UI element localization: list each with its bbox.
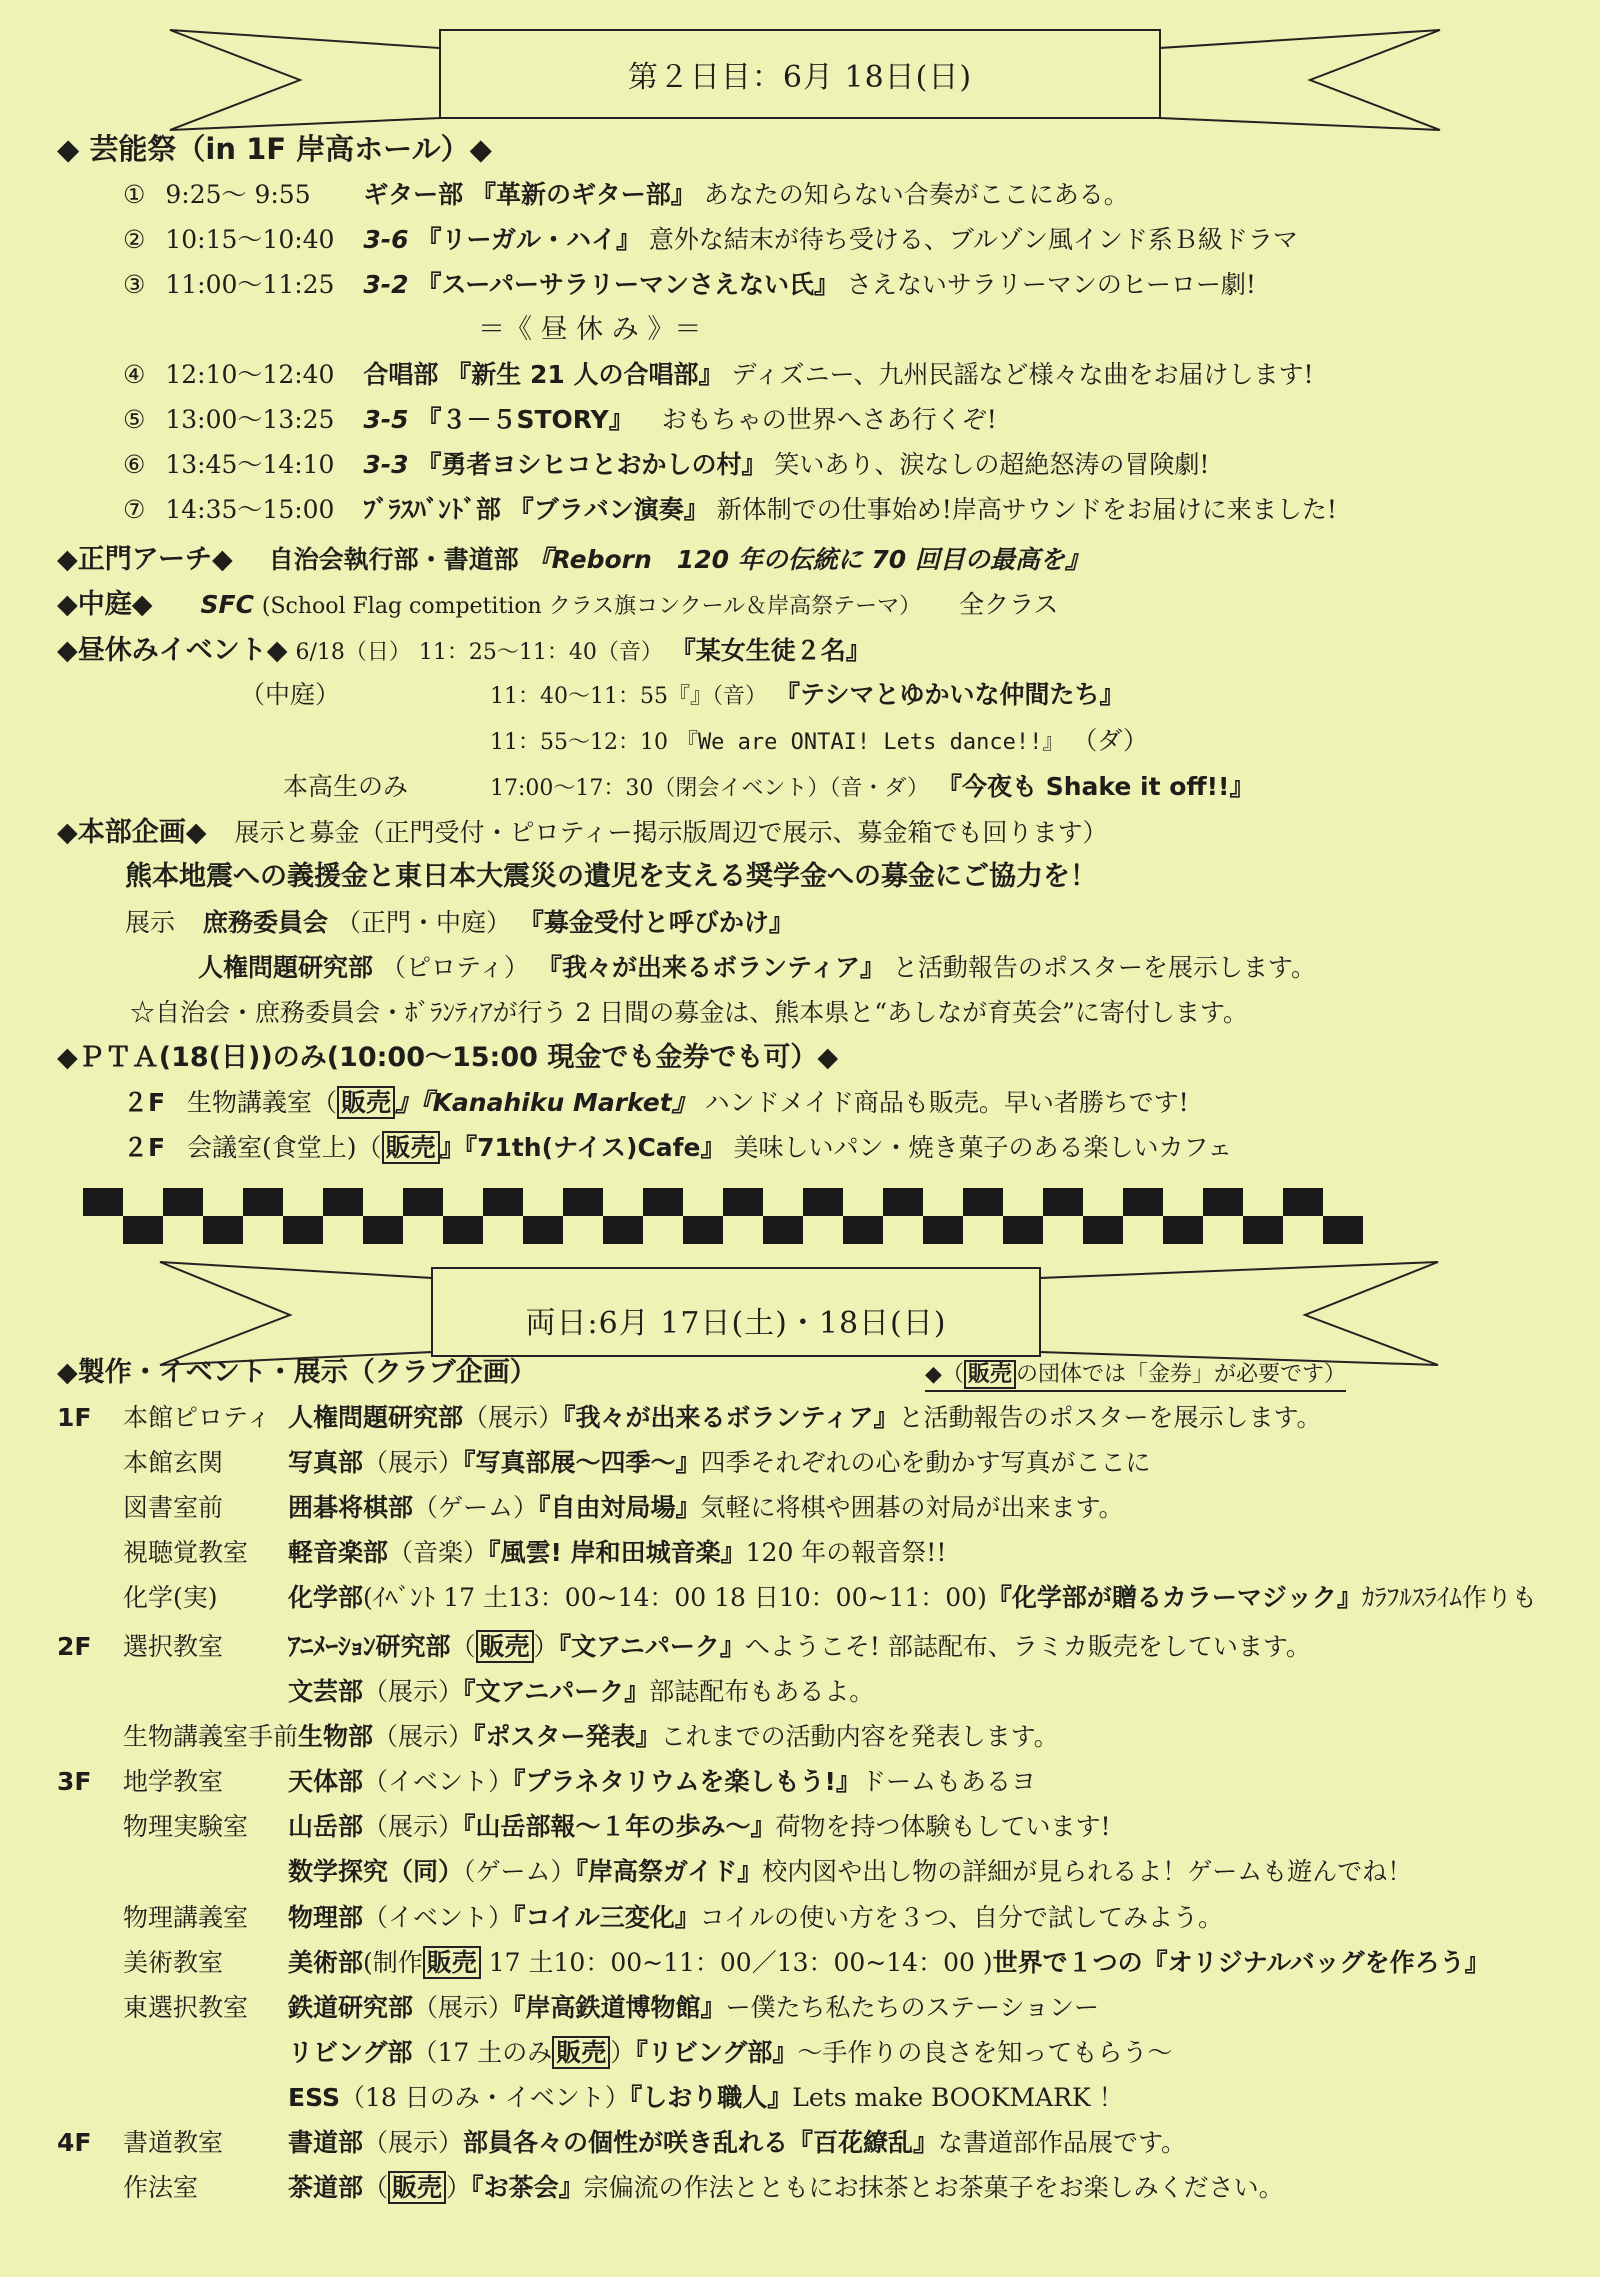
pta-desc: ハンドメイド商品も販売。早い者勝ちです!: [704, 1088, 1189, 1117]
club-row: [57, 1948, 1490, 1978]
program-time: 9:25〜 9:55: [165, 180, 311, 209]
club-title: 『しおり職人』: [629, 2083, 793, 2112]
club-title: 『リビング部』: [635, 2038, 798, 2067]
sale-badge: 販売: [964, 1360, 1016, 1389]
club-title: 『化学部が贈るカラーマジック』: [986, 1583, 1362, 1612]
club-row: [57, 2038, 1172, 2068]
program-no: ①: [123, 180, 146, 209]
nakaniwa-label: ◆中庭◆: [57, 589, 153, 620]
club-row: [57, 1493, 1124, 1523]
program-group: 3-6: [363, 225, 409, 254]
club-title: 『文アニパーク』: [558, 1632, 745, 1661]
program-title: 『スーパーサラリーマンさえない氏』: [416, 270, 839, 299]
header-note-post: の団体では「金券」が必要です）: [1015, 1362, 1346, 1387]
program-desc: さえないサラリーマンのヒーロー劇!: [846, 270, 1256, 299]
program-no: ③: [123, 270, 146, 299]
club-row: [57, 1767, 1036, 1797]
club-row: [57, 1403, 1322, 1433]
program-desc: あなたの知らない合奏がここにある。: [703, 180, 1129, 209]
pta-floor: ２F: [123, 1133, 166, 1162]
club-group: 美術部: [288, 1948, 364, 1977]
club-title: 『お茶会』: [471, 2173, 584, 2202]
program-desc: ディズニー、九州民謡など様々な曲をお届けします!: [731, 360, 1314, 389]
both-days-header-label: ◆製作・イベント・展示（クラブ企画）: [57, 1357, 537, 1388]
program-no: ⑦: [123, 495, 146, 524]
club-room: 書道教室: [123, 2128, 224, 2157]
club-kind: （展示）: [363, 1448, 464, 1477]
club-kind: （展示）: [413, 1993, 514, 2022]
club-room: 選択教室: [123, 1632, 224, 1661]
club-floor: 3F: [57, 1767, 92, 1796]
club-kind-tail: ）: [610, 2038, 636, 2067]
club-kind: （展示）: [363, 1812, 464, 1841]
program-time: 13:00〜13:25: [165, 405, 335, 434]
honbu-row2-place: （ピロティ）: [380, 953, 529, 982]
sale-badge: 販売: [388, 2171, 446, 2204]
club-kind-tail: ）: [446, 2173, 472, 2202]
club-title: 『我々が出来るボランティア』: [563, 1403, 899, 1432]
club-row: [57, 2128, 1186, 2158]
club-title: 『岸高鉄道博物館』: [513, 1993, 726, 2022]
club-group: 書道部: [288, 2128, 364, 2157]
program-title: 『勇者ヨシヒコとおかしの村』: [416, 450, 767, 479]
lunch-event-time: 11：55〜12：10: [490, 730, 668, 755]
club-kind: （18 日のみ・イベント）: [339, 2083, 630, 2112]
club-kind: （展示）: [363, 2128, 464, 2157]
program-desc: 笑いあり、涙なしの超絶怒涛の冒険劇!: [774, 450, 1210, 479]
seimon-group: 自治会執行部・書道部: [268, 545, 519, 574]
club-room: 地学教室: [123, 1767, 224, 1796]
club-title: 『プラネタリウムを楽しもう!』: [513, 1767, 861, 1796]
pta-label: ◆ＰＴＡ(18(日))のみ(10:00〜15:00 現金でも金券でも可）◆: [57, 1042, 839, 1073]
club-floor: 4F: [57, 2128, 92, 2157]
lunch-event-suffix: （ダ）: [1072, 726, 1149, 755]
club-kind: （: [450, 1632, 476, 1661]
honbu-tenji-label: 展示: [125, 908, 176, 937]
sale-badge: 販売: [476, 1630, 534, 1663]
club-group: 化学部: [288, 1583, 364, 1612]
club-kind: （展示）: [373, 1722, 474, 1751]
club-kind: （展示）: [363, 1677, 464, 1706]
club-group: 山岳部: [288, 1812, 364, 1841]
club-group: 茶道部: [288, 2173, 364, 2202]
club-room: 生物講義室手前: [123, 1722, 299, 1751]
club-group: 数学探究（同）: [288, 1857, 464, 1886]
club-group: ｱﾆﾒｰｼｮﾝ研究部: [288, 1632, 451, 1661]
lunch-event-place: （中庭）: [240, 680, 341, 709]
club-desc: これまでの活動内容を発表します。: [660, 1722, 1059, 1751]
club-row: [57, 1677, 874, 1707]
honbu-appeal: 熊本地震への義援金と東日本大震災の遺児を支える奨学金への募金にご協力を！: [125, 861, 1097, 892]
pta-floor: ２F: [123, 1088, 166, 1117]
club-row: [57, 1538, 946, 1568]
club-kind: (ｲﾍﾞﾝﾄ 17 土13：00~14：00 18 日10：00~11：00): [363, 1583, 987, 1612]
honbu-row2-desc: と活動報告のポスターを展示します。: [892, 953, 1316, 982]
club-row: [57, 2173, 1284, 2203]
seimon-title: 『Reborn 120 年の伝統に 70 回目の最高を』: [526, 545, 1090, 574]
club-group: 写真部: [288, 1448, 364, 1477]
pta-room: 生物講義室（: [187, 1088, 338, 1117]
club-room: 化学(実): [123, 1583, 218, 1612]
club-desc: 気軽に将棋や囲碁の対局が出来ます。: [700, 1493, 1124, 1522]
nakaniwa-desc: (School Flag competition クラス旗コンクール＆岸高祭テーマ）: [261, 594, 922, 619]
honbu-desc: 展示と募金（正門受付・ピロティー掲示版周辺で展示、募金箱でも回ります）: [234, 818, 1108, 847]
club-desc: Lets make BOOKMARK ！: [792, 2083, 1124, 2112]
honbu-note: ☆自治会・庶務委員会・ﾎﾞﾗﾝﾃｨｱが行う 2 日間の募金は、熊本県と“あしなが育英会”に寄付します。: [130, 998, 1248, 1027]
club-room: 東選択教室: [123, 1993, 249, 2022]
club-room: 物理講義室: [123, 1903, 249, 1932]
club-row: [57, 1722, 1059, 1752]
honbu-label: ◆本部企画◆: [57, 817, 207, 848]
club-group: 生物部: [298, 1722, 374, 1751]
lunch-event-title: 『今夜も Shake it off!!』: [937, 772, 1255, 801]
club-kind: (制作: [363, 1948, 423, 1977]
program-group: 3-3: [363, 450, 409, 479]
lunch-event-label: ◆昼休みイベント◆: [57, 635, 288, 666]
club-title: 『自由対局場』: [538, 1493, 701, 1522]
program-group: 合唱部: [363, 360, 439, 389]
lunch-event-time: 11：25〜11：40（音）: [418, 640, 663, 665]
nakaniwa-group: SFC: [200, 590, 254, 619]
program-title: 『リーガル・ハイ』: [416, 225, 641, 254]
club-group: 物理部: [288, 1903, 364, 1932]
club-row: [57, 1583, 1537, 1613]
club-row: [57, 1448, 1151, 1478]
club-room: 図書室前: [123, 1493, 224, 1522]
program-desc: おもちゃの世界へさあ行くぞ!: [661, 405, 997, 434]
lunch-event-only: 本高生のみ: [283, 772, 409, 801]
club-title: 『山岳部報〜１年の歩み〜』: [463, 1812, 776, 1841]
club-kind: （ゲーム）: [463, 1857, 576, 1886]
club-row: [57, 2083, 1124, 2113]
club-desc: ｶﾗﾌﾙｽﾗｲﾑ作りも: [1361, 1583, 1537, 1612]
club-desc: 部誌配布もあるよ。: [649, 1677, 875, 1706]
program-time: 12:10〜12:40: [165, 360, 335, 389]
sale-badge: 販売: [382, 1131, 440, 1164]
program-time: 14:35〜15:00: [165, 495, 335, 524]
club-group: リビング部: [288, 2038, 413, 2067]
club-kind: （イベント）: [363, 1903, 514, 1932]
program-group: ﾌﾞﾗｽﾊﾞﾝﾄﾞ部: [363, 495, 501, 524]
club-title: 『風雲! 岸和田城音楽』: [488, 1538, 746, 1567]
honbu-row1-place: （正門・中庭）: [335, 908, 511, 937]
club-group: 軽音楽部: [288, 1538, 389, 1567]
geinou-header: ◆ 芸能祭（in 1F 岸高ホール）◆: [57, 132, 492, 166]
club-row: [57, 1993, 1099, 2023]
honbu-row2-title: 『我々が出来るボランティア』: [536, 953, 885, 982]
club-title: 『ポスター発表』: [473, 1722, 661, 1751]
sale-badge: 販売: [423, 1946, 481, 1979]
club-room: 物理実験室: [123, 1812, 249, 1841]
program-time: 10:15〜10:40: [165, 225, 335, 254]
club-title: 世界で１つの『オリジナルバッグを作ろう』: [992, 1948, 1490, 1977]
banner-title-day2: 第２日目：6月 18日(日): [627, 60, 973, 95]
club-row: [57, 1903, 1223, 1933]
club-desc: ドームもあるヨ: [860, 1767, 1036, 1796]
club-desc: な書道部作品展です。: [938, 2128, 1187, 2157]
club-desc: 荷物を持つ体験もしています!: [775, 1812, 1111, 1841]
club-kind-tail: ）: [533, 1632, 559, 1661]
lunch-break: ＝《 昼 休 み 》＝: [478, 314, 702, 345]
club-kind: （: [363, 2173, 389, 2202]
club-row: [57, 1812, 1111, 1842]
club-group: ESS: [288, 2083, 340, 2112]
lunch-event-time: 17:00〜17：30（閉会イベント）（音・ダ）: [490, 776, 930, 801]
club-group: 天体部: [288, 1767, 364, 1796]
lunch-event-title: 『某女生徒２名』: [670, 636, 871, 665]
pta-title: 』『Kanahiku Market』: [395, 1088, 697, 1117]
club-desc: コイルの使い方を３つ、自分で試してみよう。: [699, 1903, 1224, 1932]
club-kind: （音楽）: [388, 1538, 489, 1567]
club-room: 美術教室: [123, 1948, 224, 1977]
club-group: 鉄道研究部: [288, 1993, 414, 2022]
club-group: 囲碁将棋部: [288, 1493, 414, 1522]
club-room: 本館玄関: [123, 1448, 224, 1477]
pta-title: 』『71th(ナイス)Cafe』: [439, 1133, 726, 1162]
club-desc: 〜手作りの良さを知ってもらう〜: [797, 2038, 1173, 2067]
banner-title-both-days: 両日:6月 17日(土)・18日(日): [525, 1306, 947, 1341]
program-no: ⑥: [123, 450, 146, 479]
pta-room: 会議室(食堂上)（: [187, 1133, 382, 1162]
club-row: [57, 1632, 1311, 1662]
club-floor: 1F: [57, 1403, 92, 1432]
club-desc: 宗偏流の作法とともにお抹茶とお茶菓子をお楽しみください。: [583, 2173, 1284, 2202]
program-desc: 意外な結末が待ち受ける、ブルゾン風インド系Ｂ級ドラマ: [648, 225, 1298, 254]
program-title: 『新生 21 人の合唱部』: [446, 360, 724, 389]
honbu-row1-group: 庶務委員会: [202, 908, 328, 937]
program-time: 13:45〜14:10: [165, 450, 335, 479]
club-title: 『文アニパーク』: [463, 1677, 650, 1706]
program-group: 3-2: [363, 270, 409, 299]
pta-desc: 美味しいパン・焼き菓子のある楽しいカフェ: [733, 1133, 1233, 1162]
sale-badge: 販売: [552, 2036, 610, 2069]
club-desc: 校内図や出し物の詳細が見られるよ！ゲームも遊んでね！: [762, 1857, 1413, 1886]
honbu-row2-group: 人権問題研究部: [198, 953, 374, 982]
club-group: 人権問題研究部: [288, 1403, 464, 1432]
club-kind: （ゲーム）: [413, 1493, 539, 1522]
both-days-header-note: [925, 1360, 1346, 1392]
sale-badge: 販売: [337, 1086, 395, 1119]
program-title: 『革新のギター部』: [471, 180, 696, 209]
club-room: 作法室: [123, 2173, 199, 2202]
program-no: ②: [123, 225, 146, 254]
lunch-event-title: 『We are ONTAI! Lets dance!!』: [675, 730, 1065, 755]
lunch-event-time: 11：40〜11：55『』（音）: [490, 684, 767, 709]
club-desc: へようこそ! 部誌配布、ラミカ販売をしています。: [744, 1632, 1311, 1661]
honbu-row1-title: 『募金受付と呼びかけ』: [518, 908, 794, 937]
club-group: 文芸部: [288, 1677, 364, 1706]
club-desc: ー僕たち私たちのステーションー: [725, 1993, 1100, 2022]
club-kind: （イベント）: [363, 1767, 514, 1796]
program-no: ④: [123, 360, 146, 389]
seimon-label: ◆正門アーチ◆: [57, 544, 233, 575]
program-title: 『３－５STORY』: [416, 405, 634, 434]
club-title: 『岸高祭ガイド』: [575, 1857, 763, 1886]
club-room: 視聴覚教室: [123, 1538, 249, 1567]
lunch-event-date: 6/18（日）: [295, 640, 411, 665]
club-row: [57, 1857, 1412, 1887]
program-time: 11:00〜11:25: [165, 270, 335, 299]
program-no: ⑤: [123, 405, 146, 434]
club-desc: 四季それぞれの心を動かす写真がここに: [700, 1448, 1151, 1477]
nakaniwa-target: 全クラス: [959, 590, 1059, 619]
club-title: 『コイル三変化』: [513, 1903, 700, 1932]
club-floor: 2F: [57, 1632, 92, 1661]
club-title: 『写真部展〜四季〜』: [463, 1448, 701, 1477]
club-kind: （展示）: [463, 1403, 564, 1432]
program-group: ギター部: [363, 180, 464, 209]
header-note-pre: ◆（: [925, 1362, 964, 1387]
program-desc: 新体制での仕事始め!岸高サウンドをお届けに来ました!: [716, 495, 1337, 524]
club-kind-tail: 17 土10：00~11：00／13：00~14：00 ): [480, 1948, 993, 1977]
program-title: 『ブラバン演奏』: [508, 495, 709, 524]
club-title: 部員各々の個性が咲き乱れる『百花繚乱』: [463, 2128, 939, 2157]
club-room: 本館ピロティ: [123, 1403, 272, 1432]
both-days-header: [57, 1358, 537, 1388]
program-group: 3-5: [363, 405, 409, 434]
club-kind: （17 土のみ: [412, 2038, 553, 2067]
lunch-event-title: 『テシマとゆかいな仲間たち』: [774, 680, 1125, 709]
club-desc: と活動報告のポスターを展示します。: [898, 1403, 1322, 1432]
club-desc: 120 年の報音祭!!: [745, 1538, 947, 1567]
